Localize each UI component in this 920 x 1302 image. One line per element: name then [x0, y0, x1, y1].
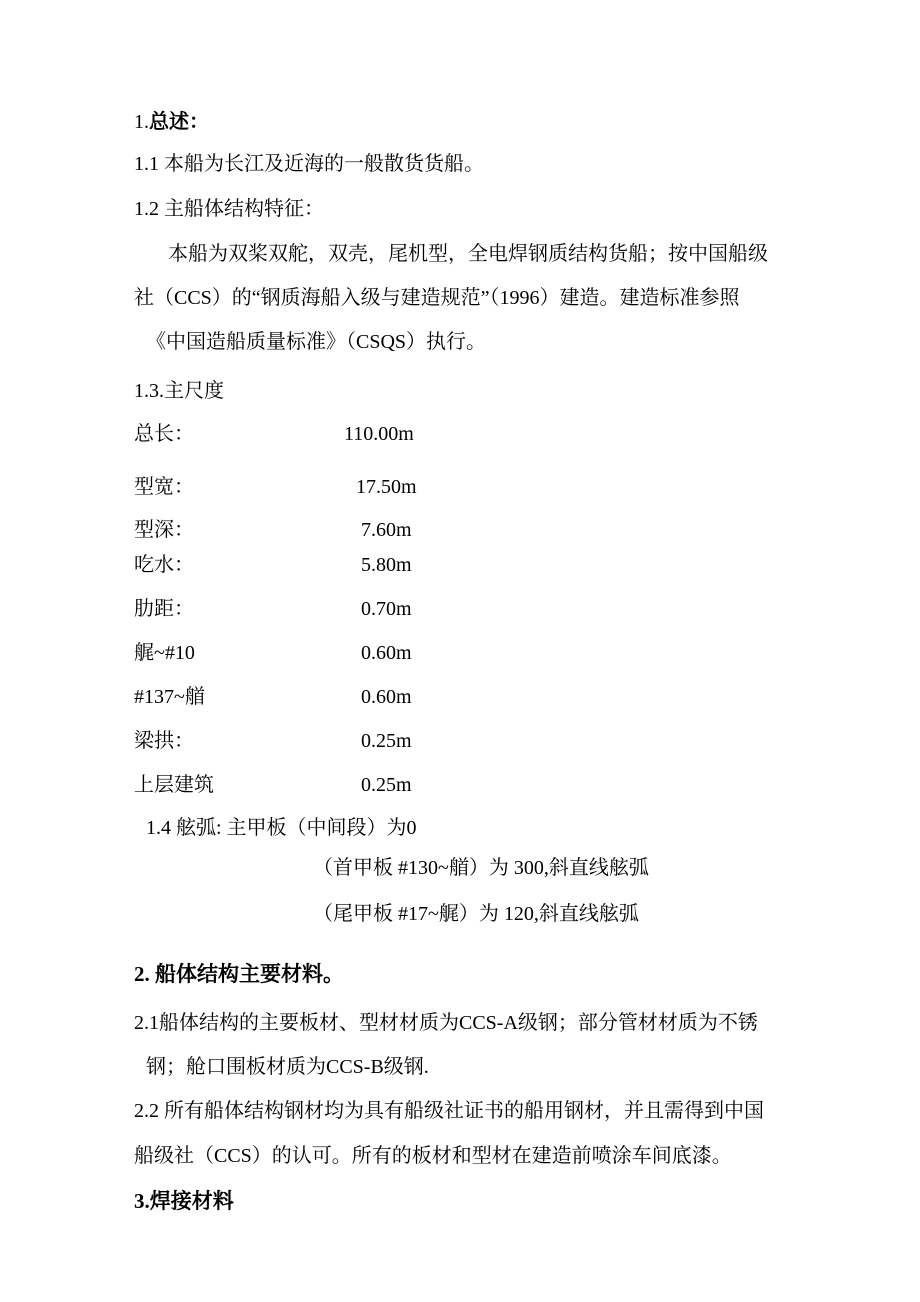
dim-value: 0.60m — [361, 642, 412, 664]
para-2-2-line-1: 2.2 所有船体结构钢材均为具有船级社证书的船用钢材，并且需得到中国 — [134, 1100, 764, 1122]
para-1-2-line-1: 本船为双桨双舵，双壳，尾机型，全电焊钢质结构货船；按中国船级 — [168, 243, 768, 265]
para-1-4: 1.4 舷弧: 主甲板（中间段）为0 — [146, 817, 417, 839]
dim-value: 0.70m — [361, 598, 412, 620]
dim-label: 艉~#10 — [134, 642, 195, 664]
dim-label: 肋距： — [134, 598, 194, 620]
dim-value: 7.60m — [361, 519, 412, 541]
dim-label: 型深： — [134, 519, 194, 541]
section-2-heading: 2. 船体结构主要材料。 — [134, 962, 344, 986]
dim-value: 0.25m — [361, 774, 412, 796]
para-2-1-line-1: 2.1船体结构的主要板材、型材材质为CCS-A级钢；部分管材材质为不锈 — [134, 1012, 758, 1034]
section-1-heading — [134, 110, 209, 134]
dim-label: 总长： — [134, 423, 194, 445]
para-1-2-line-2: 社（CCS）的“钢质海船入级与建造规范”（1996）建造。建造标准参照 — [134, 287, 740, 309]
section-3-heading: 3.焊接材料 — [134, 1189, 234, 1213]
para-1-2-line-3: 《中国造船质量标准》（CSQS）执行。 — [146, 331, 487, 353]
dim-value: 110.00m — [344, 423, 414, 445]
section-1-title: 总述： — [149, 111, 209, 133]
dim-value: 0.25m — [361, 730, 412, 752]
dim-label: #137~艏 — [134, 686, 205, 708]
para-2-1-line-2: 钢；舱口围板材质为CCS-B级钢. — [146, 1056, 429, 1078]
dim-value: 5.80m — [361, 554, 412, 576]
dim-value: 17.50m — [356, 476, 417, 498]
dim-label: 型宽： — [134, 476, 194, 498]
dim-value: 0.60m — [361, 686, 412, 708]
para-1-1: 1.1 本船为长江及近海的一般散货货船。 — [134, 153, 484, 175]
dim-label: 吃水： — [134, 554, 194, 576]
para-1-3: 1.3.主尺度 — [134, 380, 224, 402]
para-2-2-line-2: 船级社（CCS）的认可。所有的板材和型材在建造前喷涂车间底漆。 — [134, 1145, 732, 1167]
section-1-number: 1. — [134, 111, 149, 133]
dim-label: 梁拱： — [134, 730, 194, 752]
para-1-4-line-2: （首甲板 #130~艏）为 300,斜直线舷弧 — [313, 857, 649, 879]
para-1-4-line-3: （尾甲板 #17~艉）为 120,斜直线舷弧 — [313, 903, 639, 925]
para-1-2: 1.2 主船体结构特征： — [134, 198, 324, 220]
dim-label: 上层建筑 — [134, 774, 214, 796]
